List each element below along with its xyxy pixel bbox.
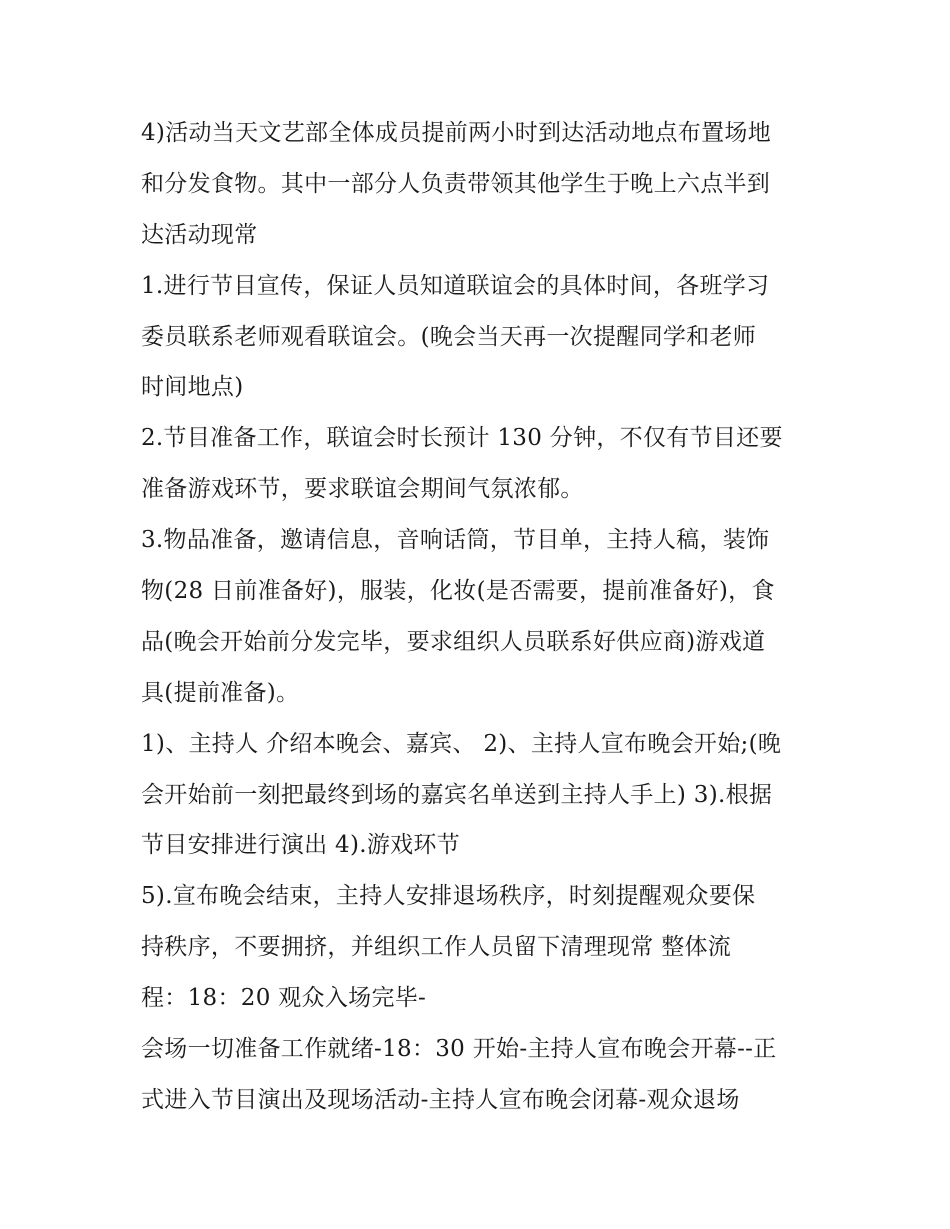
- text-line: 1.进行节目宣传，保证人员知道联谊会的具体时间，各班学习: [141, 272, 770, 299]
- text-line: 2.节目准备工作，联谊会时长预计 130 分钟，不仅有节目还要: [141, 425, 783, 452]
- text-line: 1)、主持人 介绍本晚会、嘉宾、 2)、主持人宣布晚会开始;(晚: [141, 730, 782, 757]
- text-line: 式进入节目演出及现场活动-主持人宣布晚会闭幕-观众退场: [141, 1086, 740, 1113]
- text-line: 时间地点): [141, 374, 244, 401]
- text-line: 具(提前准备)。: [141, 679, 300, 706]
- text-line: 准备游戏环节，要求联谊会期间气氛浓郁。: [141, 476, 584, 503]
- text-line: 会开始前一刻把最终到场的嘉宾名单送到主持人手上) 3).根据: [141, 781, 773, 808]
- text-line: 物(28 日前准备好)，服装，化妆(是否需要，提前准备好)，食: [141, 578, 775, 605]
- text-line: 5).宣布晚会结束，主持人安排退场秩序，时刻提醒观众要保: [141, 883, 756, 910]
- text-line: 持秩序，不要拥挤，并组织工作人员留下清理现常 整体流: [141, 934, 732, 961]
- text-line: 4)活动当天文艺部全体成员提前两小时到达活动地点布置场地: [141, 120, 772, 146]
- text-line: 程：18：20 观众入场完毕-: [141, 985, 427, 1012]
- document-body: [141, 108, 821, 1126]
- text-line: 节目安排进行演出 4).游戏环节: [141, 832, 461, 859]
- text-line: 达活动现常: [141, 221, 258, 248]
- text-line: 会场一切准备工作就绪-18：30 开始-主持人宣布晚会开幕--正: [141, 1036, 777, 1063]
- text-line: 委员联系老师观看联谊会。(晚会当天再一次提醒同学和老师: [141, 323, 757, 350]
- text-line: 3.物品准备，邀请信息，音响话筒，节目单，主持人稿，装饰: [141, 527, 770, 554]
- text-line: 品(晚会开始前分发完毕，要求组织人员联系好供应商)游戏道: [141, 628, 766, 655]
- text-line: 和分发食物。其中一部分人负责带领其他学生于晚上六点半到: [141, 170, 771, 197]
